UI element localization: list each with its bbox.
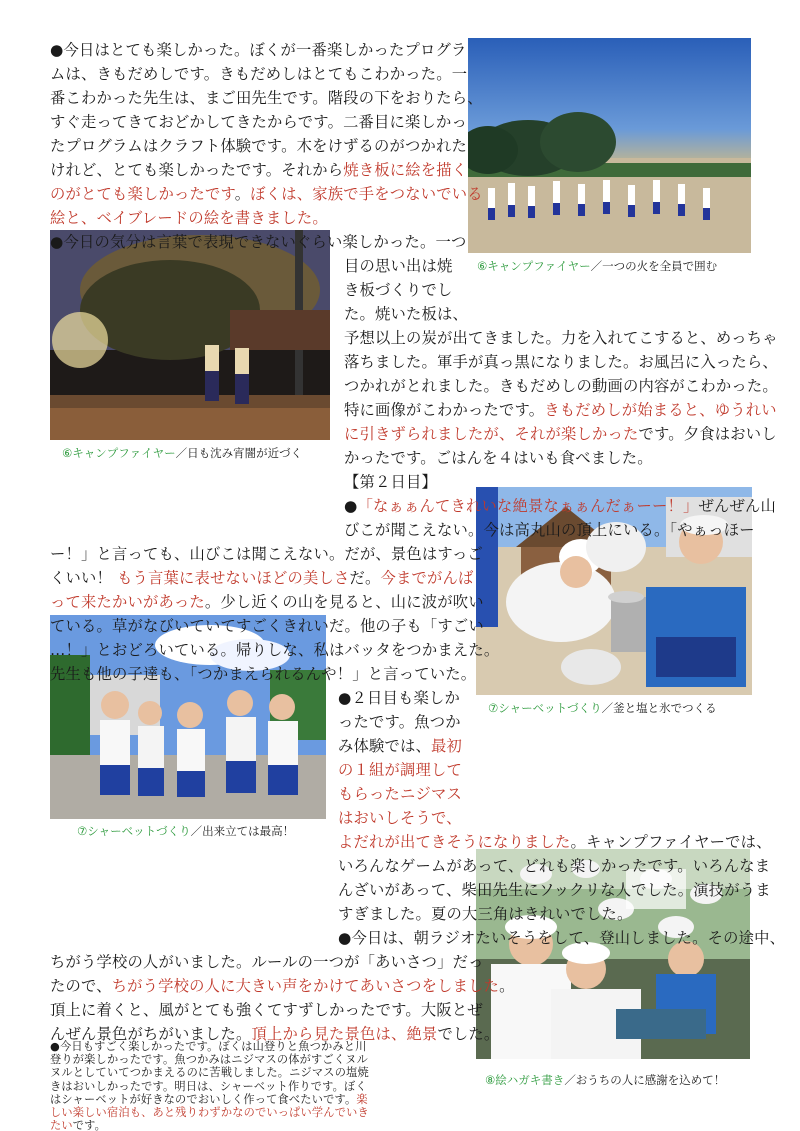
text-line: …！」とおどろいている。帰りしな、私はバッタをつかまえた。	[50, 641, 500, 659]
text-span: 楽	[356, 1092, 368, 1106]
text-line	[50, 1106, 369, 1119]
text-line: すぎました。夏の大三角はきれいでした。	[338, 905, 633, 923]
text-line: つかれがとれました。きもだめしの動画の内容がこわかった。	[344, 377, 778, 395]
photo-campfire-dusk	[50, 230, 330, 440]
text-line: み体験では、最初	[338, 737, 462, 755]
text-line: ちがう学校の人がいました。ルールの一つが「あいさつ」だっ	[50, 953, 484, 971]
text-span: ヌルとしていてつかまえるのに苦戦しました。ニジマスの塩焼	[50, 1066, 369, 1080]
text-line: ●今日はとても楽しかった。ぼくが一番楽しかったプログラ	[50, 41, 467, 59]
text-line: もらったニジマス	[338, 785, 462, 803]
text-line: たプログラムはクラフト体験です。木をけずるのがつかれた	[50, 137, 468, 155]
text-line: に引きずられましたが、それが楽しかったです。夕食はおいし	[344, 425, 777, 443]
caption-postcard-writing: ⑧絵ハガキ書き／おうちの人に感謝を込めて！	[485, 1073, 726, 1087]
text-line: はおいしそうで、	[338, 809, 462, 827]
text-line: た。焼いた板は、	[344, 305, 468, 323]
text-line: ●「なぁぁんてきれいな絶景なぁぁんだぁーー！」ぜんぜん山	[344, 497, 776, 515]
text-line: 落ちました。軍手が真っ黒になりました。お風呂に入ったら、	[344, 353, 778, 371]
text-span: はシャーベットが好きなのでおいしく作って食べたいです。	[50, 1092, 357, 1106]
text-line: すぐ走ってきておどかしてきたからです。二番目に楽しかっ	[50, 113, 468, 131]
text-line: ムは、きもだめしです。きもだめしはとてもこわかった。一	[50, 65, 468, 83]
text-line: って来たかいがあった。少し近くの山を見ると、山に波が吹い	[50, 593, 484, 611]
text-line: 予想以上の炭が出てきました。力を入れてこすると、めっちゃ	[344, 329, 778, 347]
text-line: びこが聞こえない。今は高丸山の頂上にいる。「やぁっほー	[344, 521, 755, 539]
caption-campfire-circle: ⑥キャンプファイヤー／一つの火を全員で囲む	[477, 259, 718, 273]
text-line	[50, 1080, 367, 1093]
text-line: ●２日目も楽しか	[338, 689, 461, 707]
text-line: けれど、とても楽しかったです。それから焼き板に絵を描く	[50, 161, 468, 179]
text-line: よだれが出てきそうになりました。キャンプファイヤーでは、	[338, 833, 772, 851]
text-line: ている。草がなびいていてすごくきれいだ。他の子も「すごい	[50, 617, 484, 635]
text-line: たので、ちがう学校の人に大きい声をかけてあいさつをしました。	[50, 977, 515, 995]
text-line: のがとても楽しかったです。ぼくは、家族で手をつないでいる	[50, 185, 483, 203]
text-line: き板づくりでし	[344, 281, 453, 299]
text-span: 登りが楽しかったです。魚つかみはニジマスの体がすごくヌル	[50, 1053, 368, 1067]
text-line: 特に画像がこわかったです。きもだめしが始まると、ゆうれい	[344, 401, 777, 419]
text-line: くいい！ もう言葉に表せないほどの美しさだ。今までがんば	[50, 569, 474, 587]
text-line: ー！」と言っても、山びこは聞こえない。だが、景色はすっご	[50, 545, 483, 563]
text-line: 頂上に着くと、風がとても強くてすずしかったです。大阪とぜ	[50, 1001, 483, 1019]
text-line	[50, 1093, 368, 1106]
text-line: んざいがあって、柴田先生にソックリな人でした。演技がうま	[338, 881, 771, 899]
text-line: の１組が調理して	[338, 761, 462, 779]
caption-sherbet-eating: ⑦シャーベットづくり／出来立ては最高！	[77, 824, 295, 838]
text-span: ●今日もすごく楽しかったです。ぼくは山登りと魚つかみと川	[50, 1040, 367, 1053]
caption-sherbet-making: ⑦シャーベットづくり／釜と塩と氷でつくる	[488, 701, 717, 715]
text-span: です。	[72, 1119, 107, 1131]
text-line	[50, 1040, 367, 1053]
text-line: んぜん景色がちがいました。頂上から見た景色は、絶景でした。	[50, 1025, 500, 1043]
text-line: 【第２日目】	[344, 473, 437, 491]
text-line: ●今日の気分は言葉で表現できないぐらい楽しかった。一つ	[50, 233, 467, 251]
text-line: 番こわかった先生は、まご田先生です。階段の下をおりたら、	[50, 89, 483, 107]
text-line: 先生も他の子達も、「つかまえられるんや！」と言っていた。	[50, 665, 477, 683]
text-span: きはおいしかったです。明日は、シャーベット作りです。ぼく	[50, 1079, 367, 1093]
text-line: いろんなゲームがあって、どれも楽しかったです。いろんなま	[338, 857, 771, 875]
caption-campfire-dusk: ⑥キャンプファイヤー／日も沈み宵闇が近づく	[62, 446, 303, 460]
text-line	[50, 1053, 368, 1066]
text-span: しい楽しい宿泊も、あと残りわずかなのでいっぱい学んでいき	[50, 1106, 369, 1119]
text-line: ●今日は、朝ラジオたいそうをして、登山しました。その途中、	[338, 929, 786, 947]
text-line: 目の思い出は焼	[344, 257, 453, 275]
text-line	[50, 1066, 369, 1079]
photo-campfire-circle	[468, 38, 751, 253]
text-line	[50, 1119, 106, 1131]
text-line: 絵と、ベイブレードの絵を書きました。	[50, 209, 328, 227]
text-line: かったです。ごはんを４はいも食べました。	[344, 449, 653, 467]
text-span: たい	[50, 1119, 73, 1131]
text-line: ったです。魚つか	[338, 713, 461, 731]
